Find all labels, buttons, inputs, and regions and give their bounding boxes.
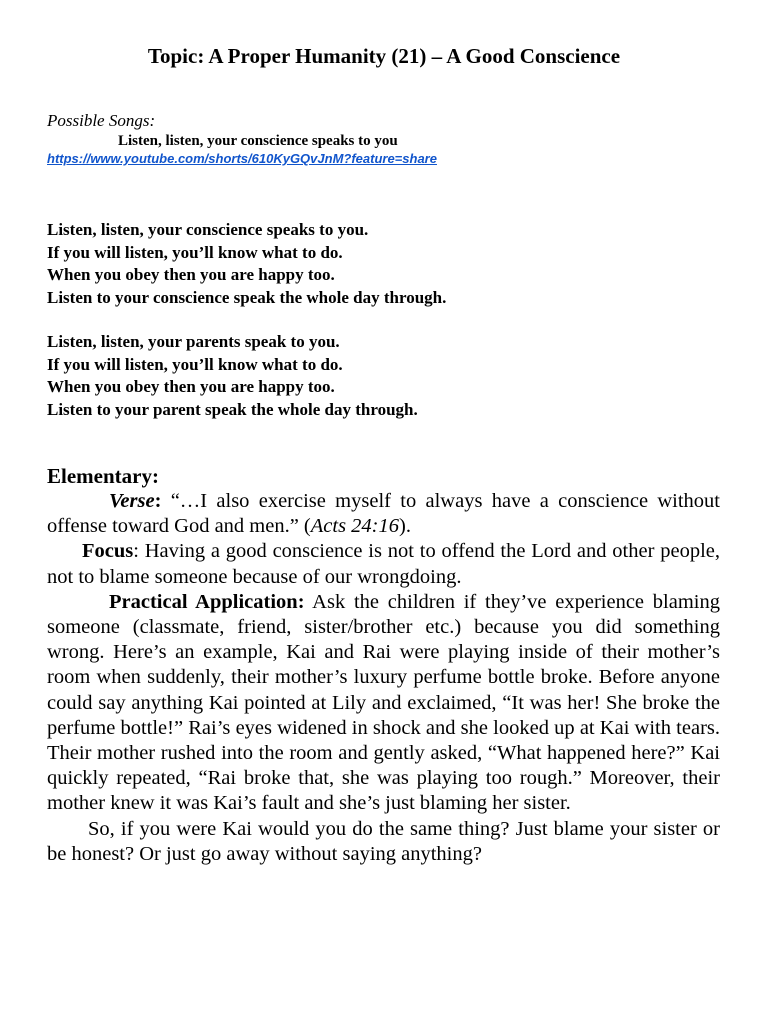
lyric-line: Listen, listen, your parents speak to you. <box>47 332 340 351</box>
lyrics-verse-2 <box>47 331 727 421</box>
closing-question: So, if you were Kai would you do the same thing? Just blame your sister or be honest? Or just go away without saying anything? <box>47 817 720 865</box>
application-paragraph <box>47 590 720 817</box>
lyric-line: If you will listen, you’ll know what to do. <box>47 354 343 374</box>
application-text: Ask the children if they’ve experience blaming someone (classmate, friend, sister/brother etc.) because you did something wrong. Here’s an example, Kai and Rai were playing inside of their mother’s room when suddenly, their mother’s luxury perfume bottle broke. Before anyone could say anything Kai pointed at Lily and exclaimed, “It was her! She broke the perfume bottle!” Rai’s eyes widened in shock and she looked up at Kai with tears. Their mother rushed into the room and gently asked, “What happened here?” Kai quickly repeated, “Rai broke that, she was playing too rough.” Moreover, their mother knew it was Kai’s fault and she’s just blaming her sister. <box>47 590 720 815</box>
verse-paragraph <box>47 489 720 539</box>
lyric-line: Listen to your parent speak the whole day through. <box>47 399 418 419</box>
verse-reference: Acts 24:16 <box>310 515 400 538</box>
verse-close: ). <box>399 515 411 538</box>
focus-label: Focus <box>82 540 134 563</box>
song-youtube-link[interactable]: https://www.youtube.com/shorts/610KyGQvJnM?feature=share <box>47 151 437 166</box>
lyrics-verse-1 <box>47 219 727 309</box>
lyric-line: When you obey then you are happy too. <box>47 377 335 397</box>
elementary-heading: Elementary: <box>47 464 159 488</box>
verse-text: “…I also exercise myself to always have a conscience without offense toward God and men.” ( <box>47 490 720 538</box>
page-title: Topic: A Proper Humanity (21) – A Good Conscience <box>147 44 621 68</box>
verse-label: Verse <box>109 490 155 512</box>
lyric-line: Listen to your conscience speak the whole day through. <box>47 287 447 307</box>
focus-paragraph <box>47 539 720 589</box>
song-title: Listen, listen, your conscience speaks to you <box>118 133 398 149</box>
possible-songs-label: Possible Songs: <box>47 111 156 130</box>
elementary-body <box>47 489 720 867</box>
lyric-line: If you will listen, you’ll know what to do. <box>47 242 343 262</box>
verse-colon: : <box>154 490 162 512</box>
lyric-line: Listen, listen, your conscience speaks to you. <box>47 220 369 239</box>
application-label: Practical Application: <box>109 590 305 613</box>
focus-text: : Having a good conscience is not to offend the Lord and other people, not to blame someone because of our wrongdoing. <box>47 540 720 588</box>
lyric-line: When you obey then you are happy too. <box>47 265 335 285</box>
